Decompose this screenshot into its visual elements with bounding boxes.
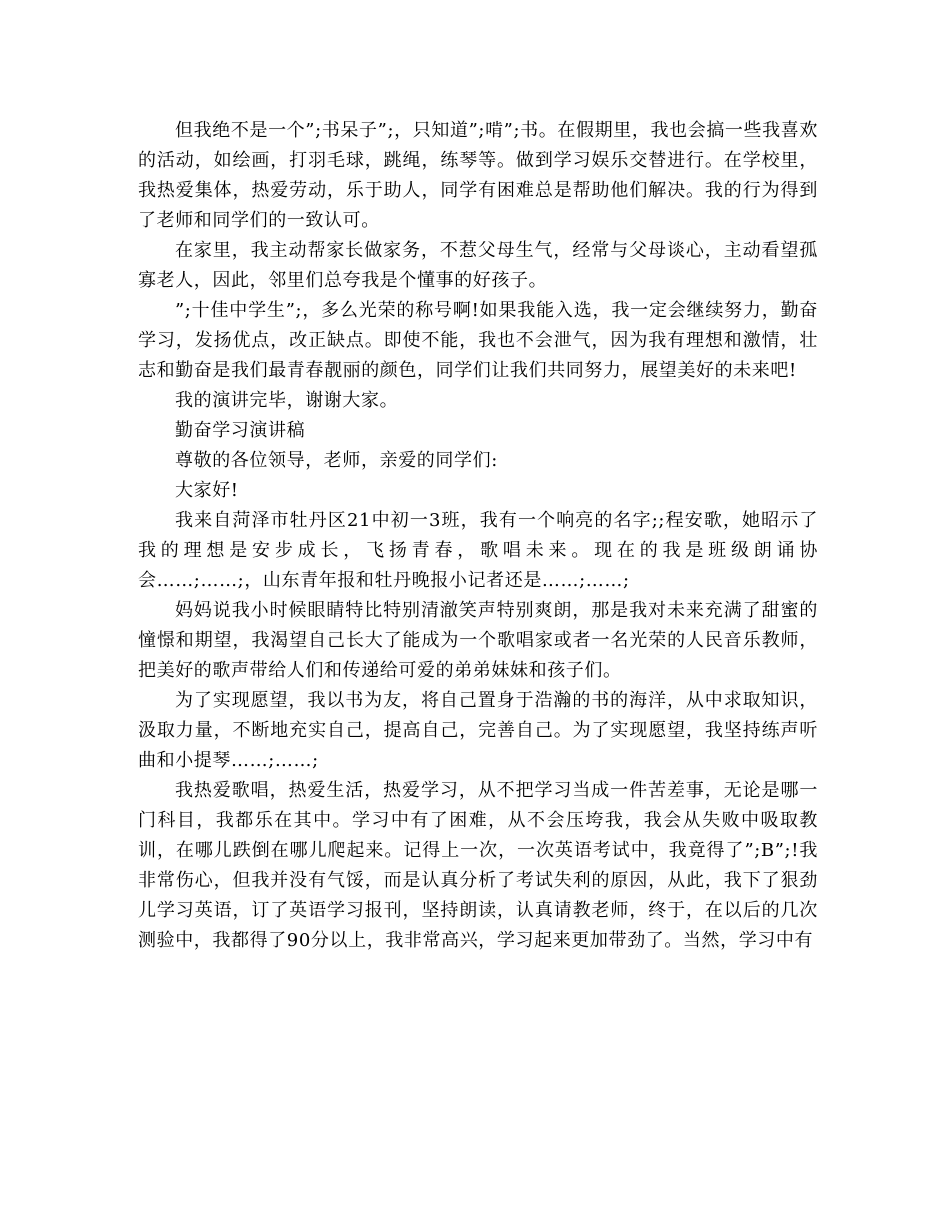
- paragraph-2: 在家里，我主动帮家长做家务，不惹父母生气，经常与父母谈心，主动看望孤寡老人，因此，邻里们总夸我是个懂事的好孩子。: [138, 240, 818, 291]
- paragraph-9: 妈妈说我小时候眼睛特比特别清澈笑声特别爽朗，那是我对未来充满了甜蜜的憧憬和期望，我渴望自己长大了能成为一个歌唱家或者一名光荣的人民音乐教师，把美好的歌声带给人们和传递给可爱的弟弟妹妹和孩子们。: [138, 600, 818, 681]
- document-body: [138, 116, 818, 956]
- paragraph-11: 我热爱歌唱，热爱生活，热爱学习，从不把学习当成一件苦差事，无论是哪一门科目，我都乐在其中。学习中有了困难，从不会压垮我，我会从失败中吸取教训，在哪儿跌倒在哪儿爬起来。记得上一次，一次英语考试中，我竟得了”;B”;!我非常伤心，但我并没有气馁，而是认真分析了考试失利的原因，从此，我下了狠劲儿学习英语，订了英语学习报刊，坚持朗读，认真请教老师，终于，在以后的几次测验中，我都得了90分以上，我非常高兴，学习起来更加带劲了。当然，学习中有: [138, 780, 818, 951]
- paragraph-8: 我来自菏泽市牡丹区21中初一3班，我有一个响亮的名字;;程安歌，她昭示了我的理想是安步成长，飞扬青春，歌唱未来。现在的我是班级朗诵协会……;……;，山东青年报和牡丹晚报小记者还是……;……;: [138, 510, 818, 591]
- greeting: 大家好!: [175, 480, 239, 501]
- salutation: 尊敬的各位领导，老师，亲爱的同学们:: [175, 450, 498, 471]
- speech-title: 勤奋学习演讲稿: [175, 420, 306, 441]
- paragraph-10: 为了实现愿望，我以书为友，将自己置身于浩瀚的书的海洋，从中求取知识，汲取力量，不断地充实自己，提高自己，完善自己。为了实现愿望，我坚持练声听曲和小提琴……;……;: [138, 690, 818, 771]
- paragraph-1: 但我绝不是一个”;书呆子”;，只知道”;啃”;书。在假期里，我也会搞一些我喜欢的活动，如绘画，打羽毛球，跳绳，练琴等。做到学习娱乐交替进行。在学校里，我热爱集体，热爱劳动，乐于助人，同学有困难总是帮助他们解决。我的行为得到了老师和同学们的一致认可。: [138, 120, 818, 231]
- paragraph-4: 我的演讲完毕，谢谢大家。: [175, 390, 399, 411]
- paragraph-3: ”;十佳中学生”;，多么光荣的称号啊!如果我能入选，我一定会继续努力，勤奋学习，发扬优点，改正缺点。即使不能，我也不会泄气，因为我有理想和激情，壮志和勤奋是我们最青春靓丽的颜色，同学们让我们共同努力，展望美好的未来吧!: [138, 300, 818, 381]
